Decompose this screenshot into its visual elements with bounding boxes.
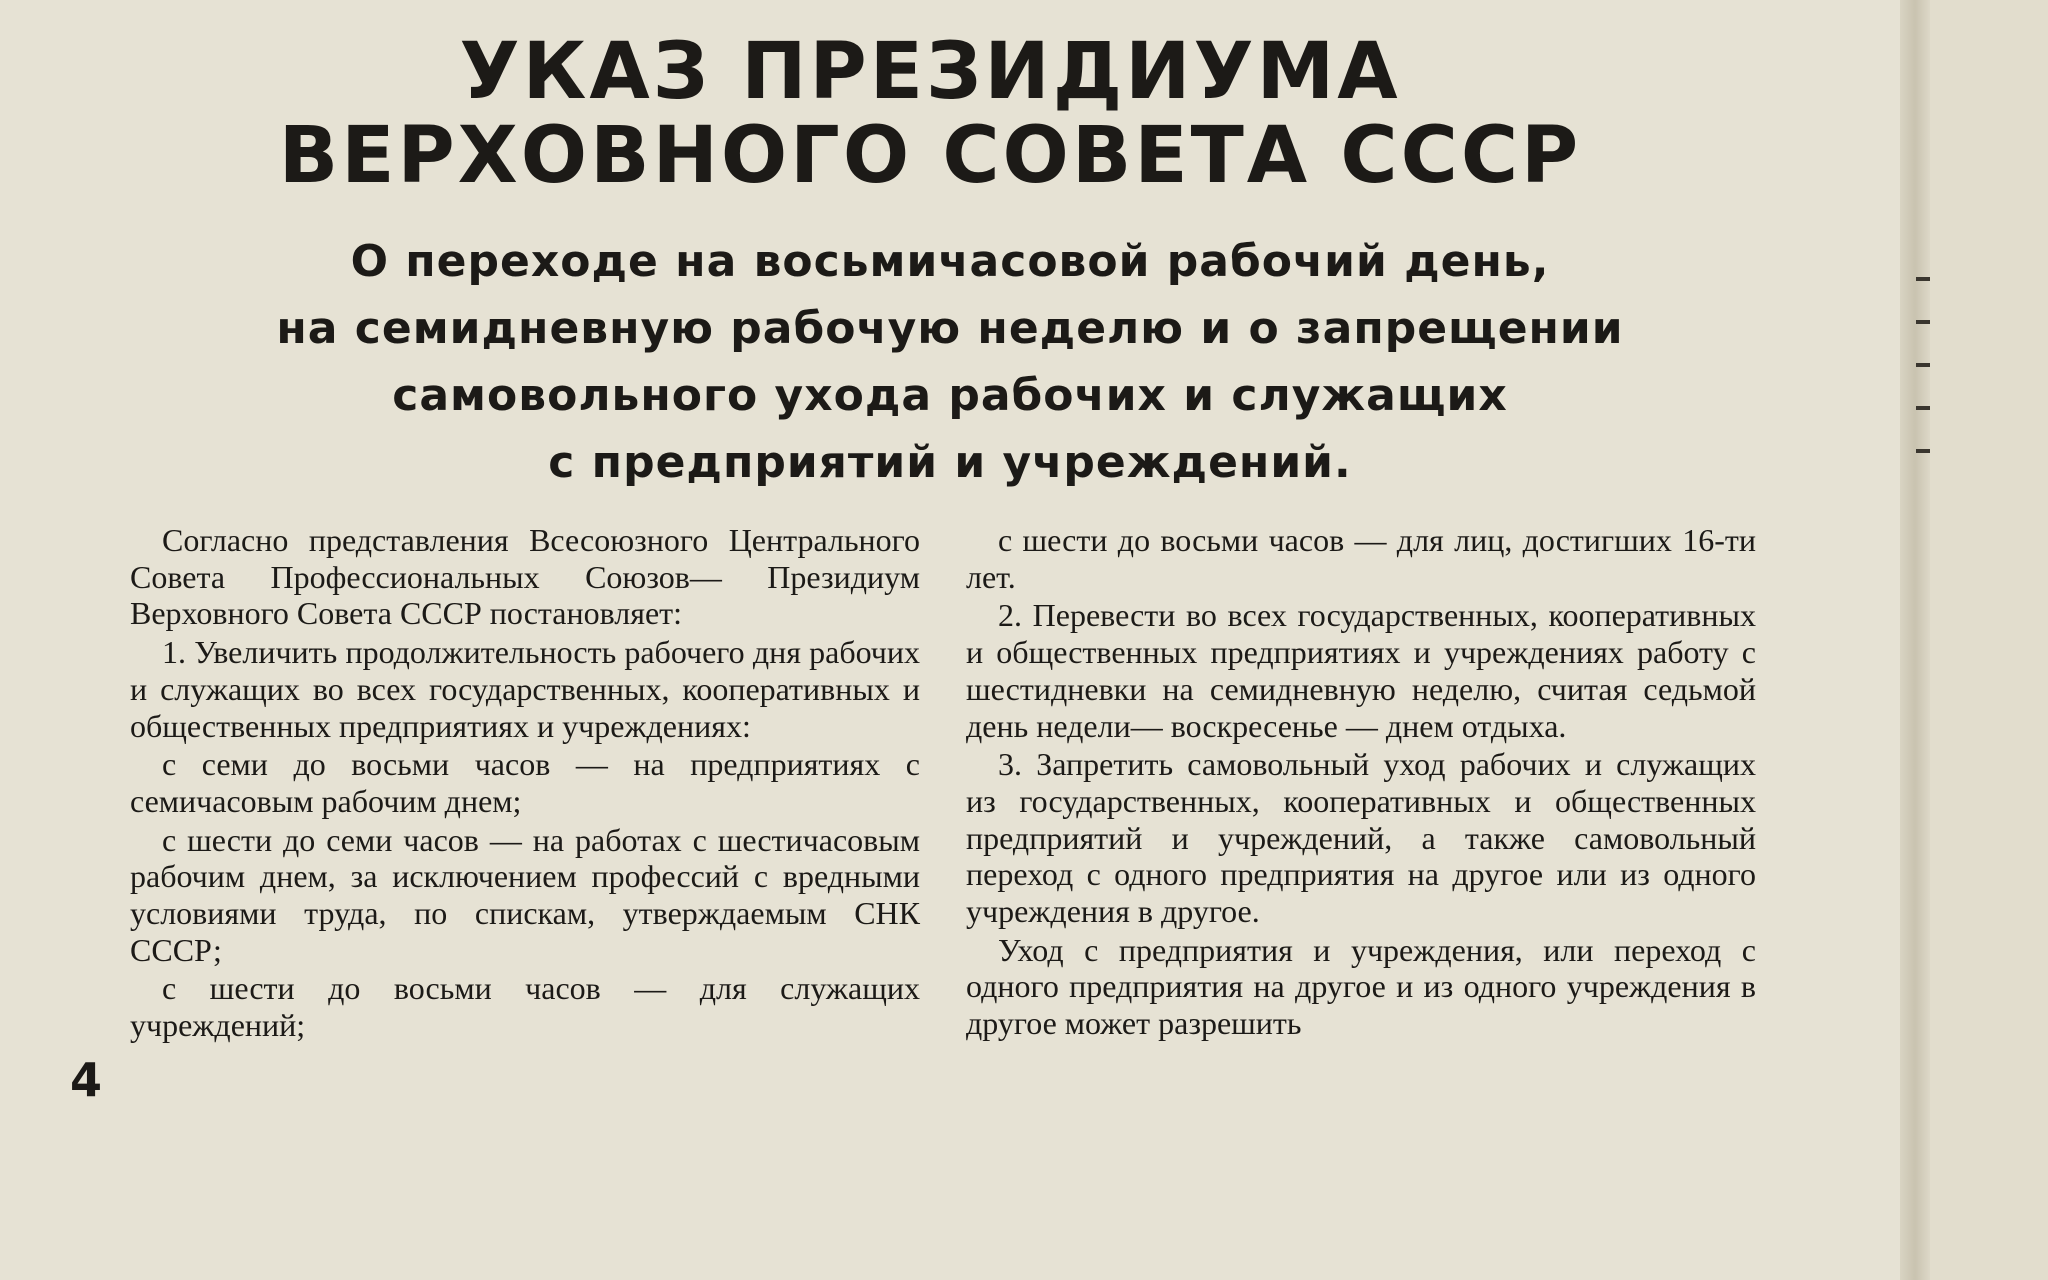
decree-subtitle-line-1: О переходе на восьмичасовой рабочий день, (350, 236, 1550, 287)
paragraph-preamble: Согласно представления Всесоюзного Центрального Совета Профессиональных Союзов— Президиум Верховного Совета СССР постановляет: (130, 522, 920, 632)
book-gutter (1900, 0, 1930, 1280)
paragraph-item-1: 1. Увеличить продолжительность рабочего дня рабочих и служащих во всех государственных, кооперативных и общественных предприятиях и учреждениях: (130, 634, 920, 744)
paragraph-item-3: 3. Запретить самовольный уход рабочих и служащих из государственных, кооперативных и общественных предприятий и учреждений, а также самовольный переход с одного предприятия на другое или из одного учреждения в другое. (966, 746, 1756, 930)
binding-stitch (1916, 406, 1930, 410)
paragraph-item-1-a: с семи до восьми часов — на предприятиях с семичасовым рабочим днем; (130, 746, 920, 819)
right-text-column (966, 522, 1756, 1042)
paragraph-item-1-d: с шести до восьми часов — для лиц, достигших 16-ти лет. (966, 522, 1756, 595)
paragraph-item-1-c: с шести до восьми часов — для служащих учреждений; (130, 970, 920, 1044)
paragraph-leave-permission: Уход с предприятия и учреждения, или переход с одного предприятия на другое и из одного учреждения в другое может разрешить (966, 931, 1756, 1042)
decree-subtitle-line-2: на семидневную рабочую неделю и о запрещении (276, 303, 1624, 354)
decree-subtitle-line-4: с предприятий и учреждений. (548, 437, 1352, 488)
decree-title-line-1: УКАЗ ПРЕЗИДИУМА (459, 27, 1401, 117)
left-text-column (130, 522, 920, 1044)
page-number: 4 (70, 1053, 103, 1107)
binding-stitch (1916, 363, 1930, 367)
decree-title-line-2: ВЕРХОВНОГО СОВЕТА СССР (278, 111, 1582, 201)
binding-stitch (1916, 320, 1930, 324)
binding-stitch (1916, 449, 1930, 453)
binding-stitch (1916, 277, 1930, 281)
paragraph-item-2: 2. Перевести во всех государственных, кооперативных и общественных предприятиях и учреждениях работу с шестидневки на семидневную неделю, считая седьмой день недели— воскресенье — днем отдыха. (966, 597, 1756, 744)
paragraph-item-1-b: с шести до семи часов — на работах с шестичасовым рабочим днем, за исключением профессий с вредными условиями труда, по спискам, утверждаемым СНК СССР; (130, 821, 920, 968)
decree-subtitle-line-3: самовольного ухода рабочих и служащих (392, 370, 1508, 421)
facing-page-edge (1930, 0, 2048, 1280)
